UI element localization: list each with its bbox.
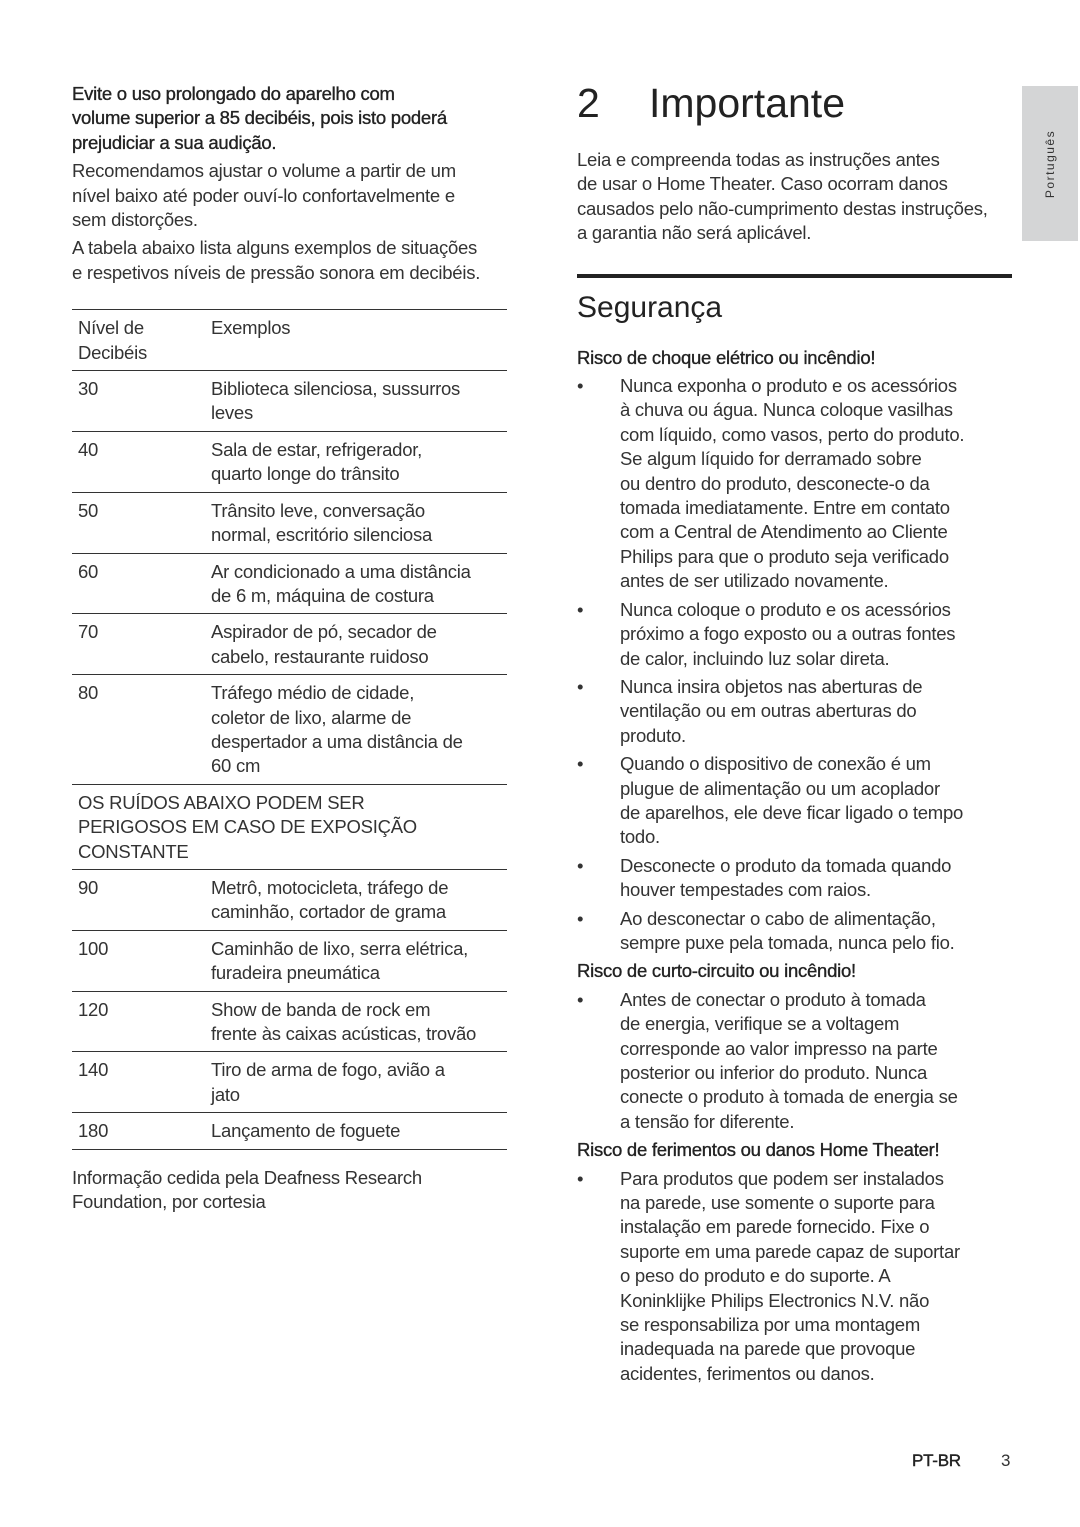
language-tab [1022, 86, 1078, 241]
language-tab-label: Português [1042, 129, 1057, 198]
bullet-icon: • [577, 598, 584, 620]
risk-list [577, 374, 1017, 955]
right-column [577, 80, 1017, 1390]
chapter-heading [577, 80, 1017, 126]
bullet-icon: • [577, 1167, 584, 1189]
example-cell: Biblioteca silenciosa, sussurros leves [205, 371, 507, 432]
example-cell: Trânsito leve, conversação normal, escritório silenciosa [205, 492, 507, 553]
example-cell: Lançamento de foguete [205, 1113, 507, 1149]
decibel-cell: 50 [72, 492, 205, 553]
example-cell: Sala de estar, refrigerador, quarto longe do trânsito [205, 431, 507, 492]
risk-list [577, 1167, 1017, 1387]
decibel-cell: 140 [72, 1052, 205, 1113]
hearing-warning: Evite o uso prolongado do aparelho com volume superior a 85 decibéis, pois isto poderá prejudiciar a sua audição. [72, 83, 447, 153]
bullet-icon: • [577, 988, 584, 1010]
list-item-text: Para produtos que podem ser instalados na parede, use somente o suporte para instalação em parede fornecido. Fixe o suporte em uma parede capaz de suportar o peso do produto e do suporte. A Koninklijke Philips Electronics N.V. não se responsabiliza por uma montagem inadequada na parede que provoque acidentes, ferimentos ou danos. [620, 1167, 960, 1384]
list-item-text: Nunca coloque o produto e os acessórios próximo a fogo exposto ou a outras fontes de calor, incluindo luz solar direta. [620, 598, 956, 669]
list-item [577, 752, 1017, 850]
list-item [577, 1167, 1017, 1387]
example-cell: Tráfego médio de cidade, coletor de lixo, alarme de despertador a uma distância de 60 cm [205, 675, 507, 785]
bullet-icon: • [577, 675, 584, 697]
table-row [72, 431, 507, 492]
table-intro: A tabela abaixo lista alguns exemplos de situações e respetivos níveis de pressão sonora em decibéis. [72, 237, 481, 283]
list-item-text: Desconecte o produto da tomada quando houver tempestades com raios. [620, 854, 952, 901]
decibel-cell: 60 [72, 553, 205, 614]
risk-heading: Risco de ferimentos ou danos Home Theater! [577, 1139, 940, 1161]
table-row [72, 1052, 507, 1113]
table-row [72, 991, 507, 1052]
list-item [577, 675, 1017, 748]
danger-note: OS RUÍDOS ABAIXO PODEM SER PERIGOSOS EM CASO DE EXPOSIÇÃO CONSTANTE [72, 784, 507, 869]
list-item-text: Nunca insira objetos nas aberturas de ventilação ou em outras aberturas do produto. [620, 675, 923, 746]
chapter-number: 2 [577, 80, 600, 126]
example-cell: Exemplos [205, 310, 507, 371]
risk-heading: Risco de choque elétrico ou incêndio! [577, 346, 876, 368]
example-cell: Tiro de arma de fogo, avião a jato [205, 1052, 507, 1113]
chapter-intro: Leia e compreenda todas as instruções antes de usar o Home Theater. Caso ocorram danos causados pelo não-cumprimento destas instruções, a garantia não será aplicável. [577, 149, 988, 244]
list-item-text: Ao desconectar o cabo de alimentação, sempre puxe pela tomada, nunca pelo fio. [620, 907, 955, 953]
example-cell: Show de banda de rock em frente às caixas acústicas, trovão [205, 991, 507, 1052]
table-row [72, 614, 507, 675]
decibel-cell: 90 [72, 869, 205, 930]
bullet-icon: • [577, 854, 584, 876]
risk-heading: Risco de curto-circuito ou incêndio! [577, 960, 856, 982]
decibel-cell: 30 [72, 371, 205, 432]
table-row [72, 492, 507, 553]
table-row [72, 1113, 507, 1149]
safety-groups [577, 346, 1017, 1387]
section-divider [577, 274, 1012, 278]
decibel-cell: Nível de Decibéis [72, 310, 205, 371]
list-item [577, 988, 1017, 1134]
left-column [72, 82, 512, 1218]
table-row [72, 675, 507, 785]
example-cell: Metrô, motocicleta, tráfego de caminhão, cortador de grama [205, 869, 507, 930]
decibel-cell: 40 [72, 431, 205, 492]
table-header-row [72, 310, 507, 371]
volume-recommendation: Recomendamos ajustar o volume a partir de um nível baixo até poder ouví-lo confortavelmente e sem distorções. [72, 160, 456, 231]
decibel-cell: 70 [72, 614, 205, 675]
list-item [577, 907, 1017, 956]
table-row [72, 930, 507, 991]
table-row [72, 371, 507, 432]
table-row [72, 869, 507, 930]
list-item-text: Nunca exponha o produto e os acessórios à chuva ou água. Nunca coloque vasilhas com líquido, como vasos, perto do produto. Se algum líquido for derramado sobre ou dentro do produto, desconecte-o da tomada imediatamente. Entre em contato com a Central de Atendimento ao Cliente Philips para que o produto seja verificado antes de ser utilizado novamente. [620, 375, 965, 592]
decibel-cell: 100 [72, 930, 205, 991]
decibel-cell: 120 [72, 991, 205, 1052]
list-item-text: Antes de conectar o produto à tomada de energia, verifique se a voltagem corresponde ao valor impresso na parte posterior ou inferior do produto. Nunca conecte o produto à tomada de energia se a tensão for diferente. [620, 988, 958, 1132]
example-cell: Ar condicionado a uma distância de 6 m, máquina de costura [205, 553, 507, 614]
example-cell: Caminhão de lixo, serra elétrica, furadeira pneumática [205, 930, 507, 991]
list-item-text: Quando o dispositivo de conexão é um plugue de alimentação ou um acoplador de aparelhos, ele deve ficar ligado o tempo todo. [620, 753, 964, 848]
page-number: 3 [1001, 1451, 1011, 1470]
danger-note-row [72, 784, 507, 869]
example-cell: Aspirador de pó, secador de cabelo, restaurante ruidoso [205, 614, 507, 675]
decibel-cell: 180 [72, 1113, 205, 1149]
table-row [72, 553, 507, 614]
risk-list [577, 988, 1017, 1134]
decibel-table [72, 309, 507, 1149]
decibel-cell: 80 [72, 675, 205, 785]
list-item [577, 374, 1017, 594]
footer-language-code: PT-BR [912, 1451, 961, 1470]
bullet-icon: • [577, 753, 584, 775]
bullet-icon: • [577, 375, 584, 397]
list-item [577, 854, 1017, 903]
credit-note: Informação cedida pela Deafness Research Foundation, por cortesia [72, 1166, 422, 1213]
chapter-title: Importante [649, 80, 845, 126]
list-item [577, 598, 1017, 671]
section-title: Segurança [577, 290, 723, 324]
bullet-icon: • [577, 907, 584, 929]
